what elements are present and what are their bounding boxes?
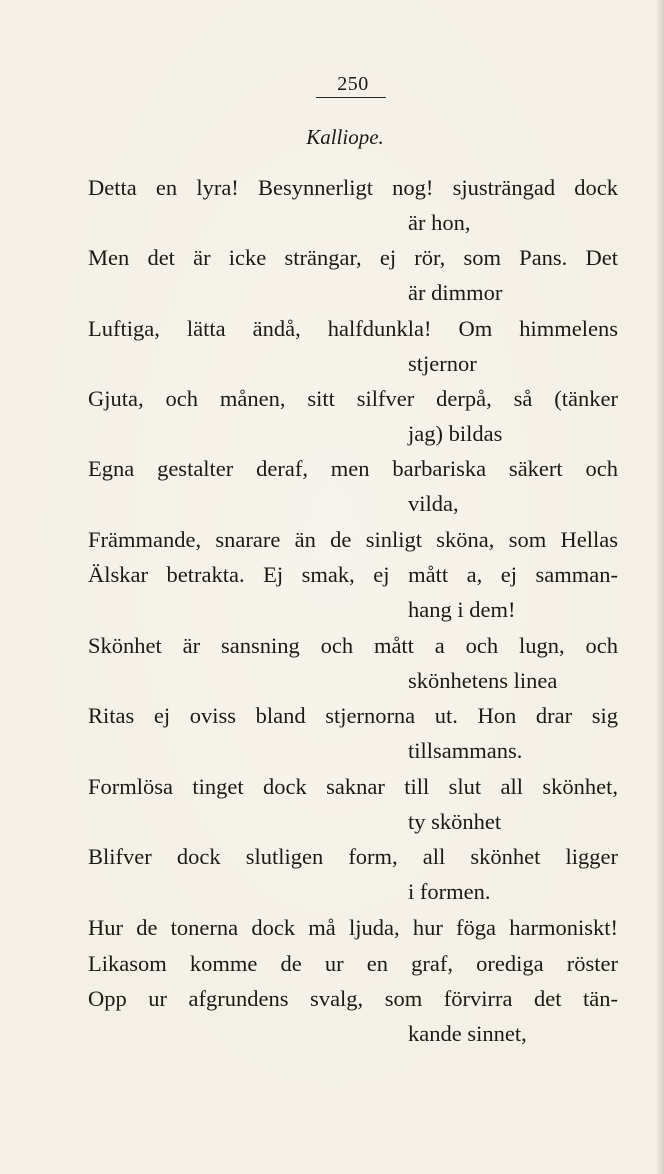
verse-line-continuation: är hon,	[408, 210, 471, 235]
verse-line-continuation: skönhetens linea	[408, 668, 558, 693]
verse-line: Hur de tonerna dock må ljuda, hur föga harmoniskt!	[88, 915, 618, 940]
page-number-rule	[316, 97, 386, 98]
verse-line-continuation: stjernor	[408, 351, 477, 376]
verse-line-continuation: kande sinnet,	[408, 1021, 527, 1046]
verse-line: Egna gestalter deraf, men barbariska säkert och	[88, 456, 618, 481]
verse-line: Skönhet är sansning och mått a och lugn, och	[88, 633, 618, 658]
verse-line-continuation: ty skönhet	[408, 809, 502, 834]
verse-line-continuation: vilda,	[408, 491, 459, 516]
verse-line: Älskar betrakta. Ej smak, ej mått a, ej samman-	[88, 562, 618, 587]
verse-line: Gjuta, och månen, sitt silfver derpå, så (tänker	[88, 386, 618, 411]
running-head: Kalliope.	[306, 125, 384, 149]
verse-line: Ritas ej oviss bland stjernorna ut. Hon drar sig	[88, 703, 618, 728]
verse-line: Men det är icke strängar, ej rör, som Pans. Det	[88, 245, 618, 270]
verse-line-continuation: jag) bildas	[408, 421, 503, 446]
verse-line: Blifver dock slutligen form, all skönhet ligger	[88, 844, 618, 869]
page-number: 250	[337, 73, 369, 95]
verse-line: Luftiga, lätta ändå, halfdunkla! Om himmelens	[88, 316, 618, 341]
verse-line: Opp ur afgrundens svalg, som förvirra det tän-	[88, 986, 618, 1011]
verse-line: Främmande, snarare än de sinligt sköna, som Hellas	[88, 527, 618, 552]
verse-line: Formlösa tinget dock saknar till slut all skönhet,	[88, 774, 618, 799]
verse-line-continuation: är dimmor	[408, 280, 503, 305]
verse-line-continuation: tillsammans.	[408, 738, 523, 763]
verse-line-continuation: hang i dem!	[408, 597, 516, 622]
verse-line-continuation: i formen.	[408, 879, 491, 904]
verse-line: Detta en lyra! Besynnerligt nog! sjusträngad dock	[88, 175, 618, 200]
page-edge-shadow	[656, 0, 664, 1174]
verse-line: Likasom komme de ur en graf, orediga röster	[88, 951, 618, 976]
